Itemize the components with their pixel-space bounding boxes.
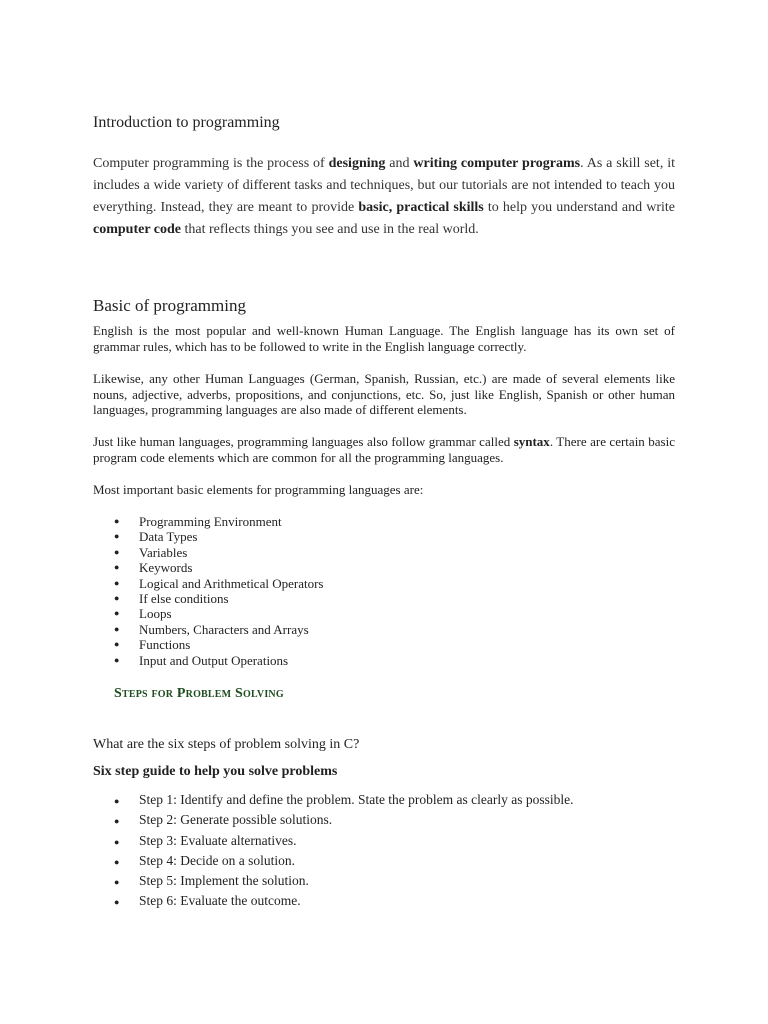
basic-paragraph-1: English is the most popular and well-known Human Language. The English language has its own set of grammar rules, which has to be followed to write in the English language correctly. <box>93 323 675 354</box>
list-item: ● Loops <box>114 606 172 622</box>
bullet-icon: ● <box>114 796 120 806</box>
intro-text-2: and <box>385 156 414 171</box>
list-item: ● Programming Environment <box>114 514 282 529</box>
list-item: ● Data Types <box>114 529 198 545</box>
bullet-icon: ● <box>114 856 120 867</box>
bullet-icon: ● <box>114 577 120 588</box>
intro-paragraph <box>93 153 675 241</box>
basic-paragraph-4: Most important basic elements for programming languages are: <box>93 482 424 497</box>
steps-heading: Steps for Problem Solving <box>114 686 284 701</box>
bullet-icon: ● <box>114 562 120 573</box>
intro-text-5: that reflects things you see and use in the real world. <box>181 222 479 237</box>
list-item: ● If else conditions <box>114 591 229 607</box>
steps-list <box>93 790 574 912</box>
intro-bold-code: computer code <box>93 222 181 237</box>
basic-heading: Basic of programming <box>93 296 246 315</box>
elements-list <box>93 514 323 668</box>
intro-text-1: Computer programming is the process of <box>93 156 329 171</box>
bullet-icon: ● <box>114 897 120 908</box>
list-item: ● Step 6: Evaluate the outcome. <box>93 891 574 911</box>
bullet-icon: ● <box>114 877 120 888</box>
steps-guide-title: Six step guide to help you solve problems <box>93 764 338 779</box>
bullet-icon: ● <box>114 516 120 526</box>
list-item: ● Numbers, Characters and Arrays <box>114 621 309 637</box>
list-item: ● Step 3: Evaluate alternatives. <box>93 831 574 851</box>
list-item: ● Logical and Arithmetical Operators <box>114 575 324 591</box>
bullet-icon: ● <box>114 836 120 847</box>
list-item: ● Variables <box>114 544 188 560</box>
syntax-bold: syntax <box>513 434 550 449</box>
intro-heading: Introduction to programming <box>93 114 280 131</box>
intro-bold-writing: writing computer programs <box>413 156 581 171</box>
list-item: ● Functions <box>114 637 191 653</box>
steps-question: What are the six steps of problem solving in C? <box>93 737 360 752</box>
list-item: ● Step 4: Decide on a solution. <box>93 851 574 871</box>
syntax-text-1: Just like human languages, programming languages also follow grammar called <box>93 434 514 449</box>
bullet-icon: ● <box>114 608 120 619</box>
bullet-icon: ● <box>114 593 120 604</box>
intro-text-3: . As a skill set, it includes a wide variety of different tasks and techniques, but our tutorials are not intended to teach you everything. Instead, they are meant to provide <box>93 156 675 215</box>
bullet-icon: ● <box>114 816 120 827</box>
list-item: ● Step 5: Implement the solution. <box>93 871 574 891</box>
syntax-text-2: . There are certain basic program code elements which are common for all the programming languages. <box>93 434 675 465</box>
basic-paragraph-2: Likewise, any other Human Languages (German, Spanish, Russian, etc.) are made of several elements like nouns, adjective, adverbs, propositions, and conjunctions, etc. So, just like English, Spanish or other human languages, programming languages are also made of different elements. <box>93 371 675 417</box>
basic-paragraph-3 <box>93 434 675 465</box>
bullet-icon: ● <box>114 531 120 542</box>
list-item: ● Keywords <box>114 560 193 576</box>
bullet-icon: ● <box>114 623 120 634</box>
bullet-icon: ● <box>114 654 120 665</box>
bullet-icon: ● <box>114 639 120 650</box>
list-item: ● Input and Output Operations <box>114 652 289 668</box>
intro-bold-skills: basic, practical skills <box>358 200 484 215</box>
list-item: ● Step 2: Generate possible solutions. <box>93 810 574 830</box>
bullet-icon: ● <box>114 546 120 557</box>
intro-bold-designing: designing <box>328 156 386 171</box>
list-item: ● Step 1: Identify and define the problem. State the problem as clearly as possible. <box>93 790 574 810</box>
intro-text-4: to help you understand and write <box>483 200 676 215</box>
